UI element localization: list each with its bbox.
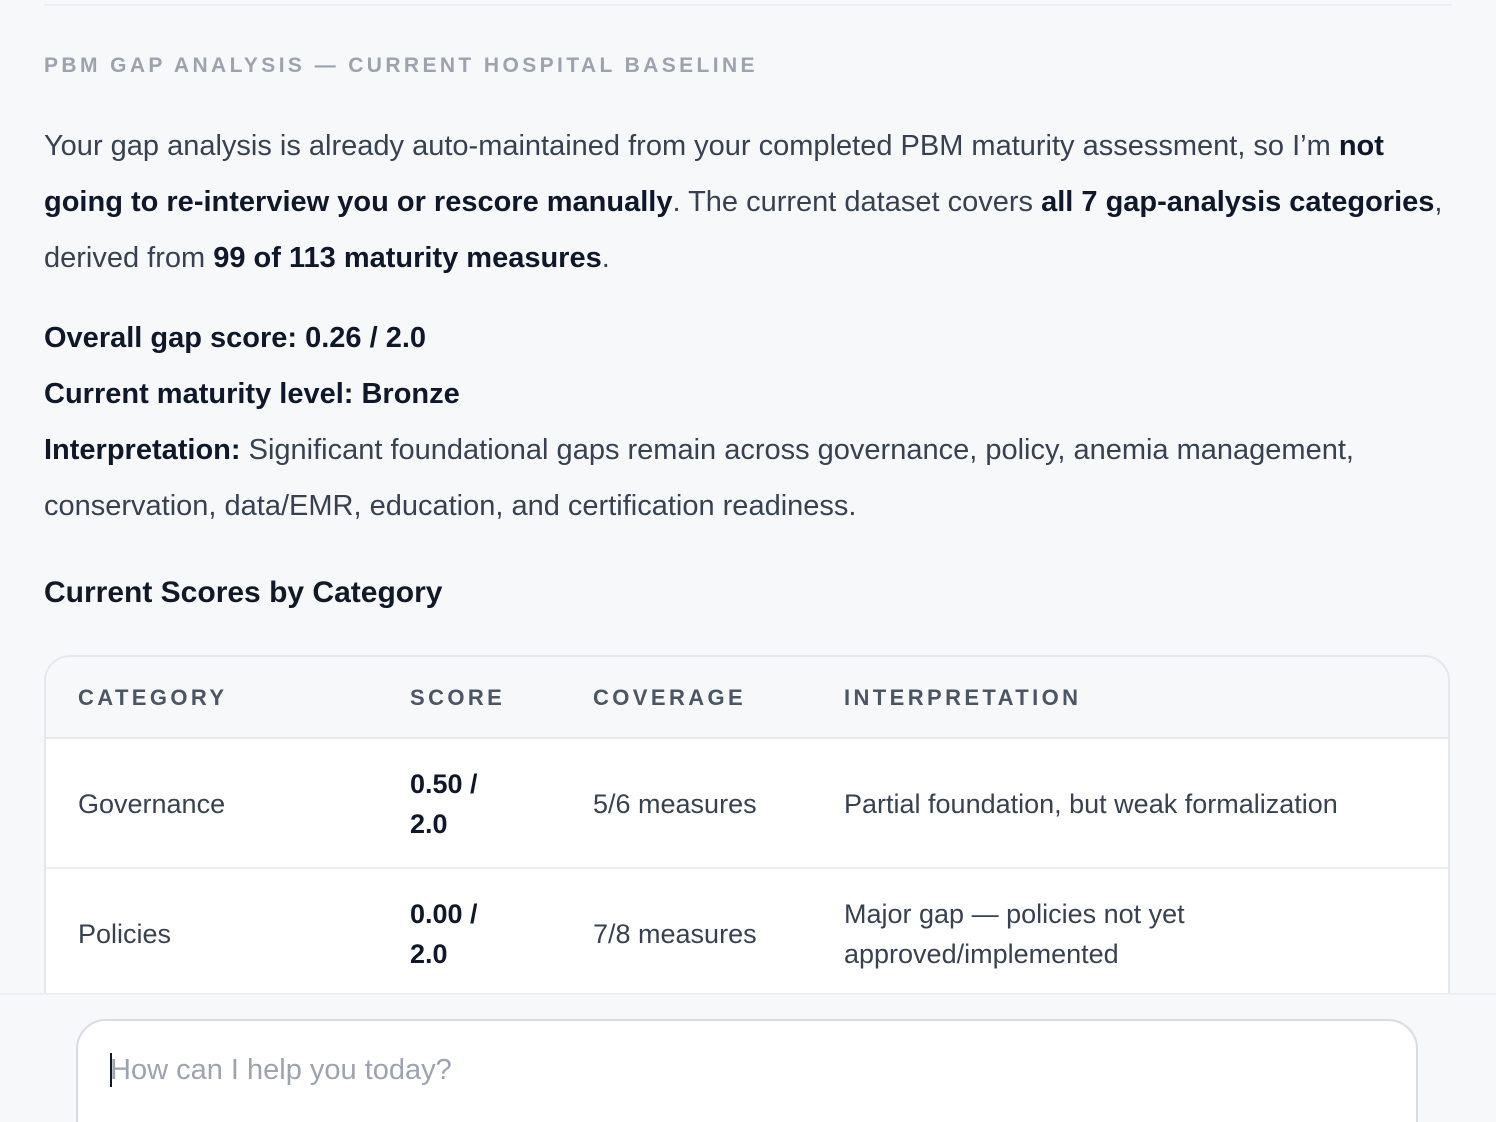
cell-score: 0.00 / 2.0 [410, 899, 478, 969]
text-cursor [110, 1053, 112, 1087]
intro-bold-1: not going to re-interview you or rescore manually [44, 130, 1384, 218]
interpretation-text: Significant foundational gaps remain across governance, policy, anemia management, conservation, data/EMR, education, and certification readiness. [44, 434, 1354, 522]
cell-category: Policies [78, 919, 172, 949]
intro-bold-3: 99 of 113 maturity measures [213, 242, 602, 274]
message-input[interactable] [110, 1049, 1370, 1091]
section-eyebrow: PBM GAP ANALYSIS — CURRENT HOSPITAL BASELINE [44, 54, 758, 77]
intro-bold-2: all 7 gap-analysis categories [1041, 186, 1435, 218]
header-score: SCORE [410, 685, 506, 710]
summary-stats [44, 310, 1454, 534]
maturity-level: Current maturity level: Bronze [44, 378, 460, 410]
overall-gap-score: Overall gap score: 0.26 / 2.0 [44, 322, 427, 354]
intro-text-2: . The current dataset covers [672, 186, 1042, 218]
header-category: CATEGORY [78, 685, 228, 710]
intro-text-4: . [601, 242, 610, 274]
intro-text-1: Your gap analysis is already auto-maintained from your completed PBM maturity assessment, so I’m [44, 130, 1339, 162]
table-row [46, 739, 1448, 869]
cell-coverage: 5/6 measures [593, 789, 757, 819]
message-composer[interactable] [76, 1019, 1418, 1122]
table-row [46, 869, 1448, 999]
cell-score: 0.50 / 2.0 [410, 769, 478, 839]
intro-paragraph [44, 118, 1454, 286]
interpretation-line [44, 422, 1454, 534]
cell-coverage: 7/8 measures [593, 919, 757, 949]
header-interpretation: INTERPRETATION [844, 685, 1082, 710]
divider [44, 4, 1452, 6]
cell-interpretation: Major gap — policies not yet approved/implemented [844, 899, 1185, 969]
table-header [46, 657, 1448, 739]
interpretation-label: Interpretation: [44, 434, 241, 466]
cell-interpretation: Partial foundation, but weak formalization [844, 789, 1338, 819]
header-coverage: COVERAGE [593, 685, 747, 710]
table-section-title: Current Scores by Category [44, 576, 443, 609]
intro-text-3: , derived from [44, 186, 1443, 274]
cell-category: Governance [78, 789, 226, 819]
